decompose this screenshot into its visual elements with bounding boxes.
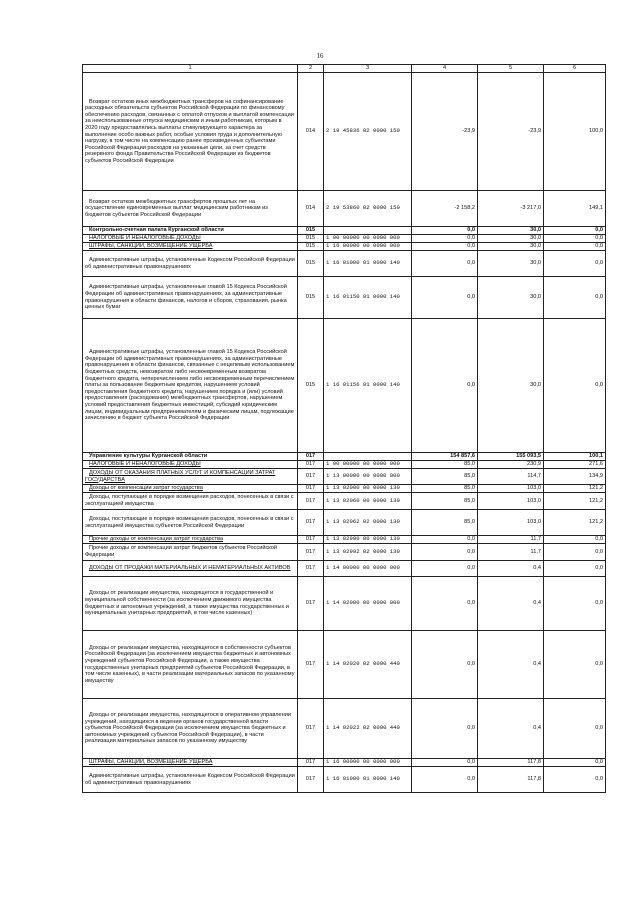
row-plan-value-cell: -2 158,2 xyxy=(454,205,475,212)
row-plan-value-cell: 85,0 xyxy=(464,497,475,504)
table-row xyxy=(83,561,606,577)
row-plan-value-cell: 0,0 xyxy=(467,294,475,301)
table-row xyxy=(83,319,606,453)
row-code-cell: 017 xyxy=(305,497,316,504)
row-plan-value-cell: 0,0 xyxy=(467,759,475,766)
row-name-cell: Доходы, поступающие в порядке возмещения расходов, понесенных в связи с эксплуатацией имущества субъектов Российской Федерации xyxy=(85,515,294,529)
row-plan-value-cell: 0,0 xyxy=(467,260,475,267)
row-percent-cell: 0,0 xyxy=(595,260,603,267)
table-row xyxy=(83,577,606,631)
row-name-cell: Доходы от реализации имущества, находящегося в собственности субъектов Российской Федерации (за исключением имущества бюджетных и автономных учреждений субъектов Российской Федерации, а также имущества государственных унитарных предприятий субъектов Российской Федерации, в том числе казенных), в части реализации материальных запасов по указанному имуществу xyxy=(85,644,295,684)
table-row xyxy=(83,699,606,759)
table-body xyxy=(83,73,606,793)
column-header: 3 xyxy=(324,65,412,73)
row-percent-cell: 0,0 xyxy=(595,382,603,389)
row-code-cell: 017 xyxy=(305,473,316,480)
row-percent-cell: 0,0 xyxy=(595,536,603,543)
table-row xyxy=(83,251,606,277)
row-kbk-cell: 1 16 01150 01 0000 140 xyxy=(326,293,400,301)
row-percent-cell: 100,1 xyxy=(589,453,603,460)
row-plan-value-cell: 0,0 xyxy=(467,725,475,732)
row-code-cell: 017 xyxy=(305,536,316,543)
row-kbk-cell: 1 00 00000 00 0000 000 xyxy=(326,234,400,242)
table-row xyxy=(83,631,606,699)
row-actual-value-cell: 103,0 xyxy=(527,485,541,492)
row-actual-value-cell: 0,4 xyxy=(533,661,541,668)
row-name-cell: ДОХОДЫ ОТ ПРОДАЖИ МАТЕРИАЛЬНЫХ И НЕМАТЕРИАЛЬНЫХ АКТИВОВ xyxy=(89,565,291,572)
row-actual-value-cell: 103,0 xyxy=(527,497,541,504)
row-code-cell: 017 xyxy=(305,725,316,732)
column-header: 4 xyxy=(412,65,478,73)
row-actual-value-cell: 30,0 xyxy=(530,260,541,267)
row-name-cell: Возврат остатков межбюджетных трансфертов прошлых лет на осуществление единовременных выплат медицинским работникам из бюджетов субъектов Российской Федерации xyxy=(85,198,268,218)
row-code-cell: 017 xyxy=(305,600,316,607)
row-code-cell: 014 xyxy=(305,205,316,212)
column-header: 6 xyxy=(544,65,606,73)
row-name-cell: Административные штрафы, установленные главой 15 Кодекса Российской Федерации об административных правонарушениях, за административные правонарушения в области финансов, налогов и сборов, страхования, рынка ценных бумаг xyxy=(85,284,287,311)
row-plan-value-cell: 0,0 xyxy=(467,548,475,555)
table-row xyxy=(83,235,606,243)
row-percent-cell: 0,0 xyxy=(595,565,603,572)
row-percent-cell: 100,0 xyxy=(589,128,603,135)
row-code-cell: 017 xyxy=(305,519,316,526)
row-percent-cell: 0,0 xyxy=(595,600,603,607)
row-actual-value-cell: 117,8 xyxy=(527,776,541,783)
row-plan-value-cell: 0,0 xyxy=(467,565,475,572)
row-code-cell: 017 xyxy=(305,565,316,572)
row-percent-cell: 0,0 xyxy=(595,759,603,766)
row-actual-value-cell: 114,7 xyxy=(527,473,541,480)
table-row xyxy=(83,227,606,235)
row-kbk-cell: 1 16 01000 01 0000 140 xyxy=(326,775,400,783)
row-actual-value-cell: -3 217,0 xyxy=(520,205,541,212)
row-kbk-cell: 1 16 00000 00 0000 000 xyxy=(326,758,400,766)
row-kbk-cell: 1 13 02062 02 0000 130 xyxy=(326,518,400,526)
row-kbk-cell: 1 13 02060 00 0000 130 xyxy=(326,496,400,504)
row-name-cell: НАЛОГОВЫЕ И НЕНАЛОГОВЫЕ ДОХОДЫ xyxy=(89,461,201,468)
row-kbk-cell: 2 19 53860 02 0000 150 xyxy=(326,204,400,212)
table-row xyxy=(83,277,606,319)
row-code-cell: 015 xyxy=(305,227,316,234)
row-kbk-cell: 1 13 02992 02 0000 130 xyxy=(326,547,400,555)
row-plan-value-cell: 85,0 xyxy=(464,485,475,492)
row-actual-value-cell: 117,8 xyxy=(527,759,541,766)
row-actual-value-cell: 30,0 xyxy=(530,382,541,389)
row-kbk-cell: 1 13 02000 00 0000 130 xyxy=(326,484,400,492)
table-header-row xyxy=(83,65,606,73)
table-row xyxy=(83,469,606,485)
row-kbk-cell: 1 13 02990 00 0000 130 xyxy=(326,535,400,543)
row-code-cell: 015 xyxy=(305,243,316,250)
table-row xyxy=(83,485,606,493)
row-actual-value-cell: 30,0 xyxy=(530,235,541,242)
row-percent-cell: 271,6 xyxy=(589,461,603,468)
row-plan-value-cell: 0,0 xyxy=(467,776,475,783)
row-code-cell: 017 xyxy=(305,661,316,668)
row-plan-value-cell: 85,0 xyxy=(464,461,475,468)
row-percent-cell: 0,0 xyxy=(595,776,603,783)
row-code-cell: 014 xyxy=(305,128,316,135)
row-plan-value-cell: 154 857,6 xyxy=(450,453,475,460)
row-kbk-cell: 1 00 00000 00 0000 000 xyxy=(326,460,400,468)
row-percent-cell: 0,0 xyxy=(595,243,603,250)
row-code-cell: 015 xyxy=(305,235,316,242)
row-actual-value-cell: 30,0 xyxy=(530,227,541,234)
table-row xyxy=(83,243,606,251)
row-name-cell: Административные штрафы, установленные Кодексом Российской Федерации об административных правонарушениях xyxy=(85,256,295,270)
row-name-cell: Доходы от реализации имущества, находящегося в государственной и муниципальной собственности (за исключением движимого имущества бюджетных и автономных учреждений, а также имущества государственных и муниципальных унитарных предприятий, в том числе казенных) xyxy=(85,590,289,617)
row-kbk-cell: 1 16 00000 00 0000 000 xyxy=(326,242,400,250)
row-plan-value-cell: 0,0 xyxy=(467,661,475,668)
table-row xyxy=(83,453,606,461)
row-code-cell: 017 xyxy=(305,461,316,468)
row-percent-cell: 134,9 xyxy=(589,473,603,480)
table-row xyxy=(83,510,606,536)
table-row xyxy=(83,544,606,561)
revenue-table xyxy=(82,64,606,793)
row-percent-cell: 149,1 xyxy=(589,205,603,212)
table-row xyxy=(83,73,606,191)
row-actual-value-cell: 0,4 xyxy=(533,600,541,607)
table-row xyxy=(83,759,606,767)
row-code-cell: 017 xyxy=(305,776,316,783)
row-code-cell: 017 xyxy=(305,759,316,766)
table-row xyxy=(83,461,606,469)
row-kbk-cell: 2 19 45836 02 0000 150 xyxy=(326,127,400,135)
table-row xyxy=(83,767,606,793)
row-plan-value-cell: -23,9 xyxy=(462,128,475,135)
row-actual-value-cell: 0,4 xyxy=(533,565,541,572)
page-number: 16 xyxy=(316,52,324,60)
row-plan-value-cell: 0,0 xyxy=(467,600,475,607)
row-kbk-cell: 1 16 01156 01 0000 140 xyxy=(326,381,400,389)
table-row xyxy=(83,536,606,544)
row-plan-value-cell: 85,0 xyxy=(464,519,475,526)
row-plan-value-cell: 0,0 xyxy=(467,536,475,543)
row-percent-cell: 0,0 xyxy=(595,294,603,301)
row-code-cell: 017 xyxy=(305,485,316,492)
row-plan-value-cell: 0,0 xyxy=(467,235,475,242)
row-percent-cell: 121,2 xyxy=(589,519,603,526)
row-name-cell: Прочие доходы от компенсации затрат государства xyxy=(89,536,224,543)
column-header: 2 xyxy=(298,65,324,73)
row-actual-value-cell: 30,0 xyxy=(530,243,541,250)
row-actual-value-cell: 30,0 xyxy=(530,294,541,301)
row-name-cell: Доходы, поступающие в порядке возмещения расходов, понесенных в связи с эксплуатацией имущества xyxy=(85,494,294,507)
row-plan-value-cell: 85,0 xyxy=(464,473,475,480)
row-code-cell: 017 xyxy=(305,453,316,460)
row-actual-value-cell: 0,4 xyxy=(533,725,541,732)
row-actual-value-cell: 11,7 xyxy=(530,536,541,543)
row-name-cell: Доходы от реализации имущества, находящегося в оперативном управлении учреждений, находящихся в ведении органов государственной власти субъектов Российской Федерации (за исключением имущества бюджетных и автономных учреждений субъектов Российской Федерации), в части реализации материальных запасов по указанному имуществу xyxy=(85,712,291,745)
row-kbk-cell: 1 14 00000 00 0000 000 xyxy=(326,564,400,572)
row-name-cell: ДОХОДЫ ОТ ОКАЗАНИЯ ПЛАТНЫХ УСЛУГ И КОМПЕНСАЦИИ ЗАТРАТ ГОСУДАРСТВА xyxy=(85,469,276,483)
row-actual-value-cell: 230,9 xyxy=(527,461,541,468)
row-code-cell: 017 xyxy=(305,548,316,555)
row-plan-value-cell: 0,0 xyxy=(467,227,475,234)
row-percent-cell: 0,0 xyxy=(595,661,603,668)
row-name-cell: Прочие доходы от компенсации затрат бюджетов субъектов Российской Федерации xyxy=(85,545,277,558)
row-percent-cell: 0,0 xyxy=(595,548,603,555)
row-percent-cell: 121,2 xyxy=(589,485,603,492)
row-plan-value-cell: 0,0 xyxy=(467,382,475,389)
table-row xyxy=(83,493,606,510)
row-percent-cell: 0,0 xyxy=(595,725,603,732)
row-name-cell: Контрольно-счетная палата Курганской области xyxy=(89,227,224,234)
row-name-cell: ШТРАФЫ, САНКЦИИ, ВОЗМЕЩЕНИЕ УЩЕРБА xyxy=(89,759,213,766)
row-plan-value-cell: 0,0 xyxy=(467,243,475,250)
row-name-cell: НАЛОГОВЫЕ И НЕНАЛОГОВЫЕ ДОХОДЫ xyxy=(89,235,201,242)
row-name-cell: Доходы от компенсации затрат государства xyxy=(89,485,203,492)
row-actual-value-cell: 11,7 xyxy=(530,548,541,555)
row-percent-cell: 121,2 xyxy=(589,497,603,504)
row-actual-value-cell: -23,9 xyxy=(528,128,541,135)
row-code-cell: 015 xyxy=(305,382,316,389)
row-kbk-cell: 1 14 02020 02 0000 440 xyxy=(326,660,400,668)
column-header: 5 xyxy=(478,65,544,73)
row-kbk-cell: 1 14 02022 02 0000 440 xyxy=(326,724,400,732)
row-kbk-cell: 1 13 00000 00 0000 000 xyxy=(326,472,400,480)
row-name-cell: Административные штрафы, установленные главой 15 Кодекса Российской Федерации об административных правонарушениях, за административные правонарушения в области финансов, связанные с нецелевым использованием бюджетных средств, невозвратом либо несвоевременным возвратом бюджетного кредита, неперечислением либо несвоевременным перечислением платы за пользование бюджетным кредитом, нарушением условий предоставления бюджетного кредита, нарушением порядка и (или) условий предоставления (расходования) межбюджетных трансфертов, нарушением условий предоставления бюджетных инвестиций, субсидий юридическим лицам, индивидуальным предпринимателям и физическим лицам, подлежащие зачислению в бюджет субъекта Российской Федерации xyxy=(85,349,295,422)
row-percent-cell: 0,0 xyxy=(595,227,603,234)
row-name-cell: Управление культуры Курганской области xyxy=(89,453,208,460)
row-actual-value-cell: 103,0 xyxy=(527,519,541,526)
row-kbk-cell: 1 14 02000 00 0000 000 xyxy=(326,599,400,607)
row-percent-cell: 0,0 xyxy=(595,235,603,242)
row-actual-value-cell: 155 093,5 xyxy=(516,453,541,460)
row-kbk-cell: 1 16 01000 01 0000 140 xyxy=(326,259,400,267)
table-row xyxy=(83,191,606,227)
row-name-cell: ШТРАФЫ, САНКЦИИ, ВОЗМЕЩЕНИЕ УЩЕРБА xyxy=(89,243,213,250)
column-header: 1 xyxy=(83,65,298,73)
row-name-cell: Возврат остатков иных межбюджетных трансферов на софинансирование расходных обязательств субъектов Российской Федерации по финансовому обеспечению расходов, связанных с оплатой отпусков и выплатой компенсации за неиспользованные отпуска медицинским и иным работникам, которым в 2020 году предоставлялись выплаты стимулирующего характера за выполнение особо важных работ, особые условия труда и дополнительную нагрузку, в том числе на компенсацию ранее произведенных субъектами Российской Федерации расходов на указанные цели, за счет средств резервного фонда Правительства Российской Федерации из бюджетов субъектов Российской Федерации xyxy=(85,98,294,164)
row-code-cell: 015 xyxy=(305,294,316,301)
row-name-cell: Административные штрафы, установленные Кодексом Российской Федерации об административных правонарушениях xyxy=(85,772,295,786)
row-code-cell: 015 xyxy=(305,260,316,267)
